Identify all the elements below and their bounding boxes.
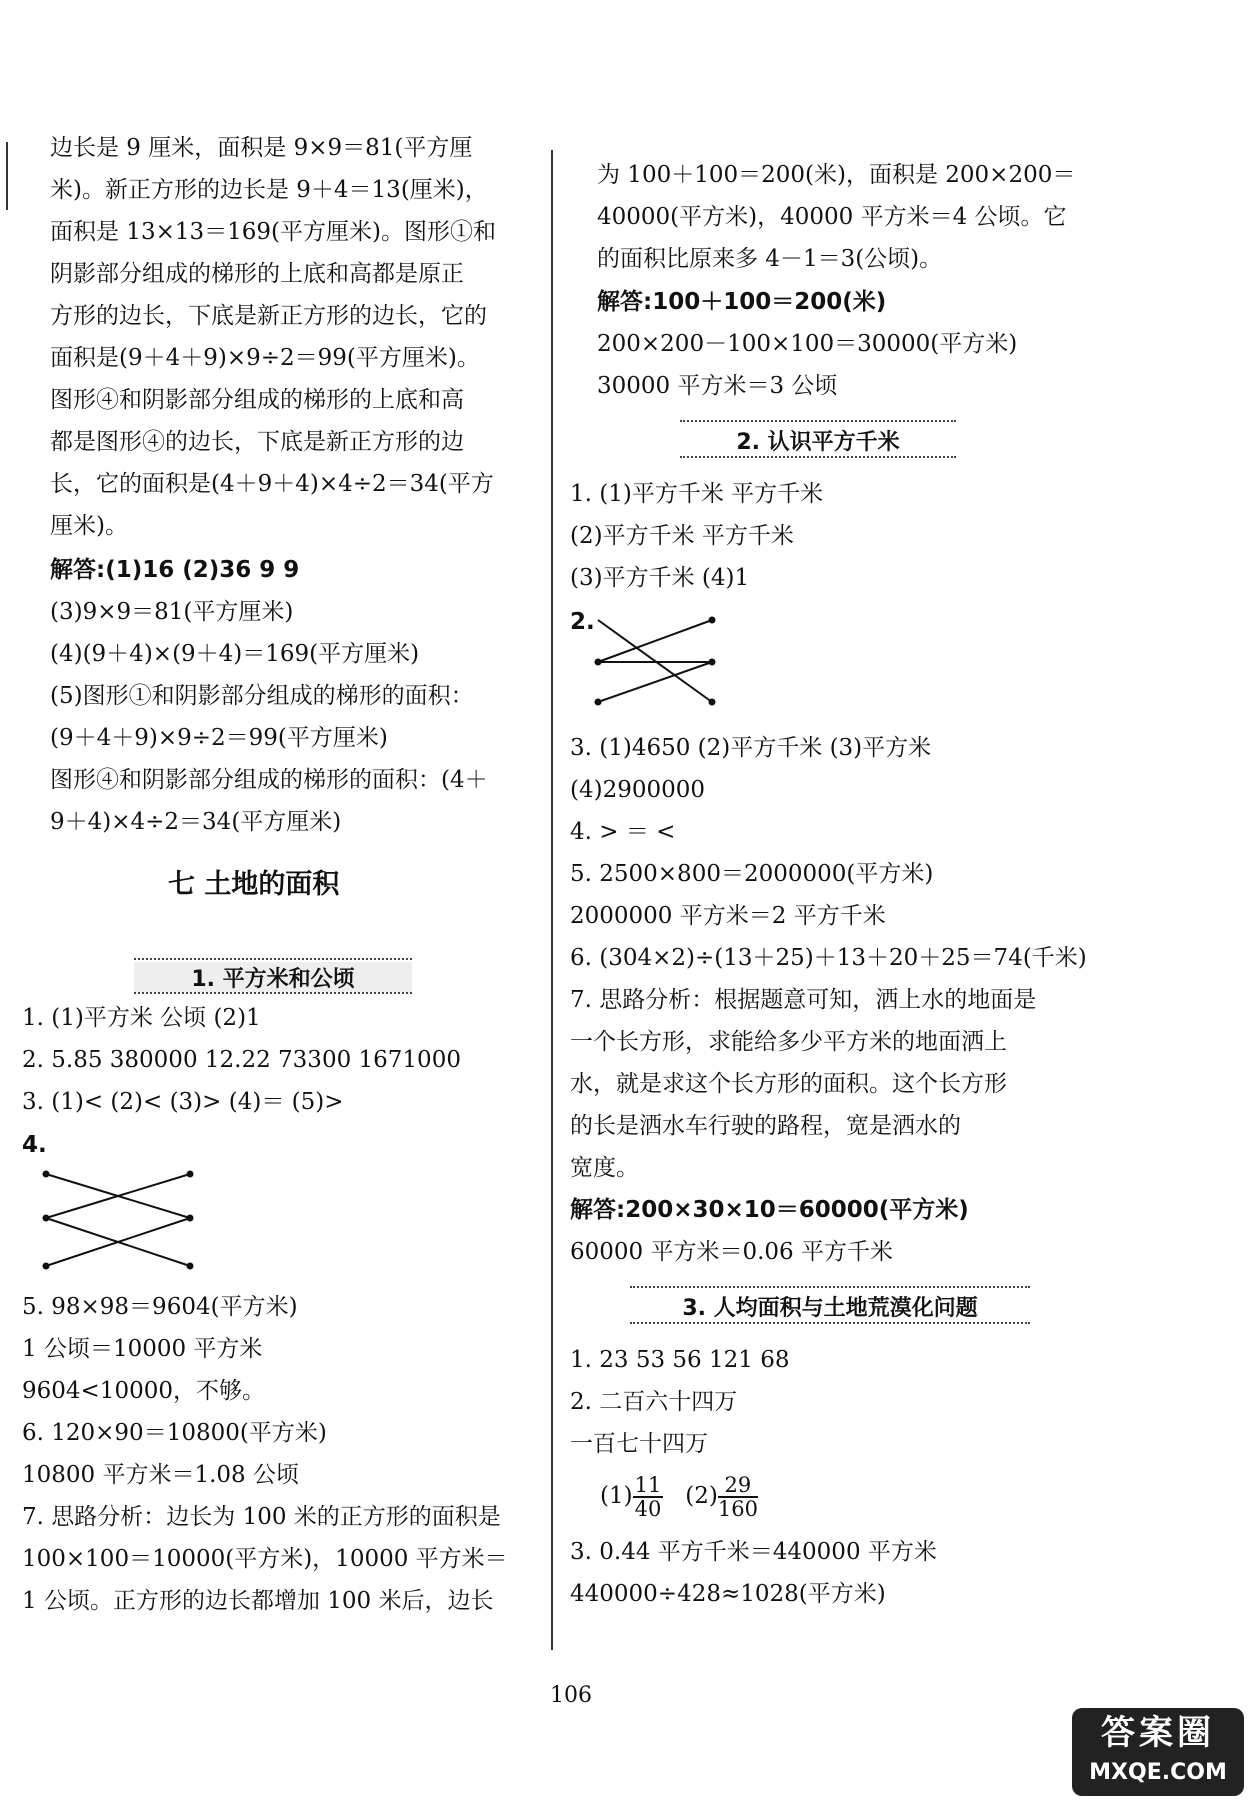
- text-line: 面积是(9＋4＋9)×9÷2＝99(平方厘米)。: [50, 345, 480, 371]
- answer-item: (2)平方千米 平方千米: [570, 523, 794, 549]
- answer-item: (4)2900000: [570, 777, 706, 803]
- text-line: 图形④和阴影部分组成的梯形的上底和高: [50, 387, 464, 413]
- answer-item: 2. 5.85 380000 12.22 73300 1671000: [22, 1047, 461, 1073]
- chapter-title: 七 土地的面积: [168, 869, 340, 900]
- text-line: (4)(9＋4)×(9＋4)＝169(平方厘米): [50, 641, 420, 667]
- answer-item: 2. 二百六十四万: [570, 1389, 738, 1415]
- answer-item: 9604<10000，不够。: [22, 1378, 265, 1404]
- answer-item: 440000÷428≈1028(平方米): [570, 1581, 886, 1607]
- section-dots: [134, 958, 412, 960]
- text-line: 图形④和阴影部分组成的梯形的面积：(4＋: [50, 767, 488, 793]
- answer-item: 5. 2500×800＝2000000(平方米): [570, 861, 934, 887]
- answer-item: 5. 98×98＝9604(平方米): [22, 1294, 298, 1320]
- answer-item: 1 公顷。正方形的边长都增加 100 米后，边长: [22, 1588, 494, 1614]
- matching-lines-figure: [40, 1170, 200, 1274]
- text-line: 40000(平方米)，40000 平方米＝4 公顷。它: [597, 204, 1067, 230]
- text-line: (5)图形①和阴影部分组成的梯形的面积：: [50, 683, 474, 709]
- text-line: 厘米)。: [50, 513, 128, 539]
- section-title: 2. 认识平方千米: [736, 430, 900, 455]
- text-line: 30000 平方米＝3 公顷: [597, 373, 838, 399]
- answer-item: 宽度。: [570, 1155, 639, 1181]
- fraction-label: (1): [600, 1483, 633, 1509]
- text-line: 9＋4)×4÷2＝34(平方厘米): [50, 809, 342, 835]
- page-number: 106: [550, 1683, 592, 1708]
- answer-item: 100×100＝10000(平方米)，10000 平方米＝: [22, 1546, 508, 1572]
- answer-line: 解答:(1)16 (2)36 9 9: [50, 557, 300, 583]
- column-divider: [551, 150, 553, 1650]
- watermark-text: 答案圈: [1101, 1713, 1215, 1753]
- answer-item: 4.: [22, 1132, 47, 1158]
- answer-item: (3)平方千米 (4)1: [570, 565, 750, 591]
- text-line: 的面积比原来多 4－1＝3(公顷)。: [597, 246, 943, 272]
- fraction-numerator: 29: [718, 1474, 758, 1498]
- answer-item: 1 公顷＝10000 平方米: [22, 1336, 263, 1362]
- text-line: 都是图形④的边长，下底是新正方形的边: [50, 429, 464, 455]
- fraction-denominator: 160: [717, 1497, 758, 1521]
- answer-line: 解答:200×30×10＝60000(平方米): [570, 1197, 969, 1223]
- fraction: [633, 1474, 664, 1520]
- answer-item: 4. > ＝ <: [570, 819, 676, 845]
- text-line: 200×200－100×100＝30000(平方米): [597, 331, 1018, 357]
- watermark-logo: [1072, 1708, 1244, 1796]
- answer-item: 6. 120×90＝10800(平方米): [22, 1420, 327, 1446]
- watermark-url: MXQE.COM: [1089, 1760, 1227, 1785]
- answer-item: 1. 23 53 56 121 68: [570, 1347, 790, 1373]
- section-dots: [680, 456, 956, 458]
- text-line: 面积是 13×13＝169(平方厘米)。图形①和: [50, 219, 496, 245]
- answer-item: 6. (304×2)÷(13＋25)＋13＋20＋25＝74(千米): [570, 945, 1087, 971]
- text-line: 为 100＋100＝200(米)，面积是 200×200＝: [597, 162, 1076, 188]
- answer-item: 3. (1)4650 (2)平方千米 (3)平方米: [570, 735, 932, 761]
- margin-mark: [6, 142, 8, 210]
- answer-item: 3. (1)< (2)< (3)> (4)＝ (5)>: [22, 1089, 344, 1115]
- section-dots: [680, 420, 956, 422]
- fraction-line: [600, 1474, 758, 1520]
- answer-item: 7. 思路分析：根据题意可知，洒上水的地面是: [570, 987, 1037, 1013]
- answer-line: 解答:100＋100＝200(米): [597, 289, 887, 315]
- text-line: 长，它的面积是(4＋9＋4)×4÷2＝34(平方: [50, 471, 494, 497]
- answer-item: 2000000 平方米＝2 平方千米: [570, 903, 886, 929]
- answer-item: 1. (1)平方千米 平方千米: [570, 481, 824, 507]
- text-line: (3)9×9＝81(平方厘米): [50, 599, 294, 625]
- section-dots: [630, 1322, 1030, 1324]
- fraction-label: (2): [685, 1483, 718, 1509]
- fraction-numerator: 11: [634, 1473, 662, 1497]
- answer-item: 10800 平方米＝1.08 公顷: [22, 1462, 299, 1488]
- text-line: 阴影部分组成的梯形的上底和高都是原正: [50, 261, 464, 287]
- answer-item: 1. (1)平方米 公顷 (2)1: [22, 1005, 261, 1031]
- matching-lines-figure: [590, 612, 720, 712]
- section-dots: [134, 992, 412, 994]
- answer-item: 3. 0.44 平方千米＝440000 平方米: [570, 1539, 937, 1565]
- text-line: 米)。新正方形的边长是 9＋4＝13(厘米)，: [50, 177, 488, 203]
- answer-item: 7. 思路分析：边长为 100 米的正方形的面积是: [22, 1504, 501, 1530]
- answer-item: 的长是洒水车行驶的路程，宽是洒水的: [570, 1113, 961, 1139]
- answer-item: 一个长方形，求能给多少平方米的地面洒上: [570, 1029, 1007, 1055]
- answer-item: 2.: [570, 609, 595, 635]
- section-title: 3. 人均面积与土地荒漠化问题: [682, 1296, 978, 1321]
- fraction-denominator: 40: [634, 1497, 662, 1521]
- answer-item: 水，就是求这个长方形的面积。这个长方形: [570, 1071, 1007, 1097]
- fraction: [718, 1474, 758, 1520]
- answer-item: 一百七十四万: [570, 1431, 708, 1457]
- text-line: (9＋4＋9)×9÷2＝99(平方厘米): [50, 725, 388, 751]
- text-line: 方形的边长，下底是新正方形的边长，它的: [50, 303, 487, 329]
- answer-item: 60000 平方米＝0.06 平方千米: [570, 1239, 893, 1265]
- section-dots: [630, 1286, 1030, 1288]
- section-title: 1. 平方米和公顷: [134, 962, 412, 993]
- text-line: 边长是 9 厘米，面积是 9×9＝81(平方厘: [50, 135, 473, 161]
